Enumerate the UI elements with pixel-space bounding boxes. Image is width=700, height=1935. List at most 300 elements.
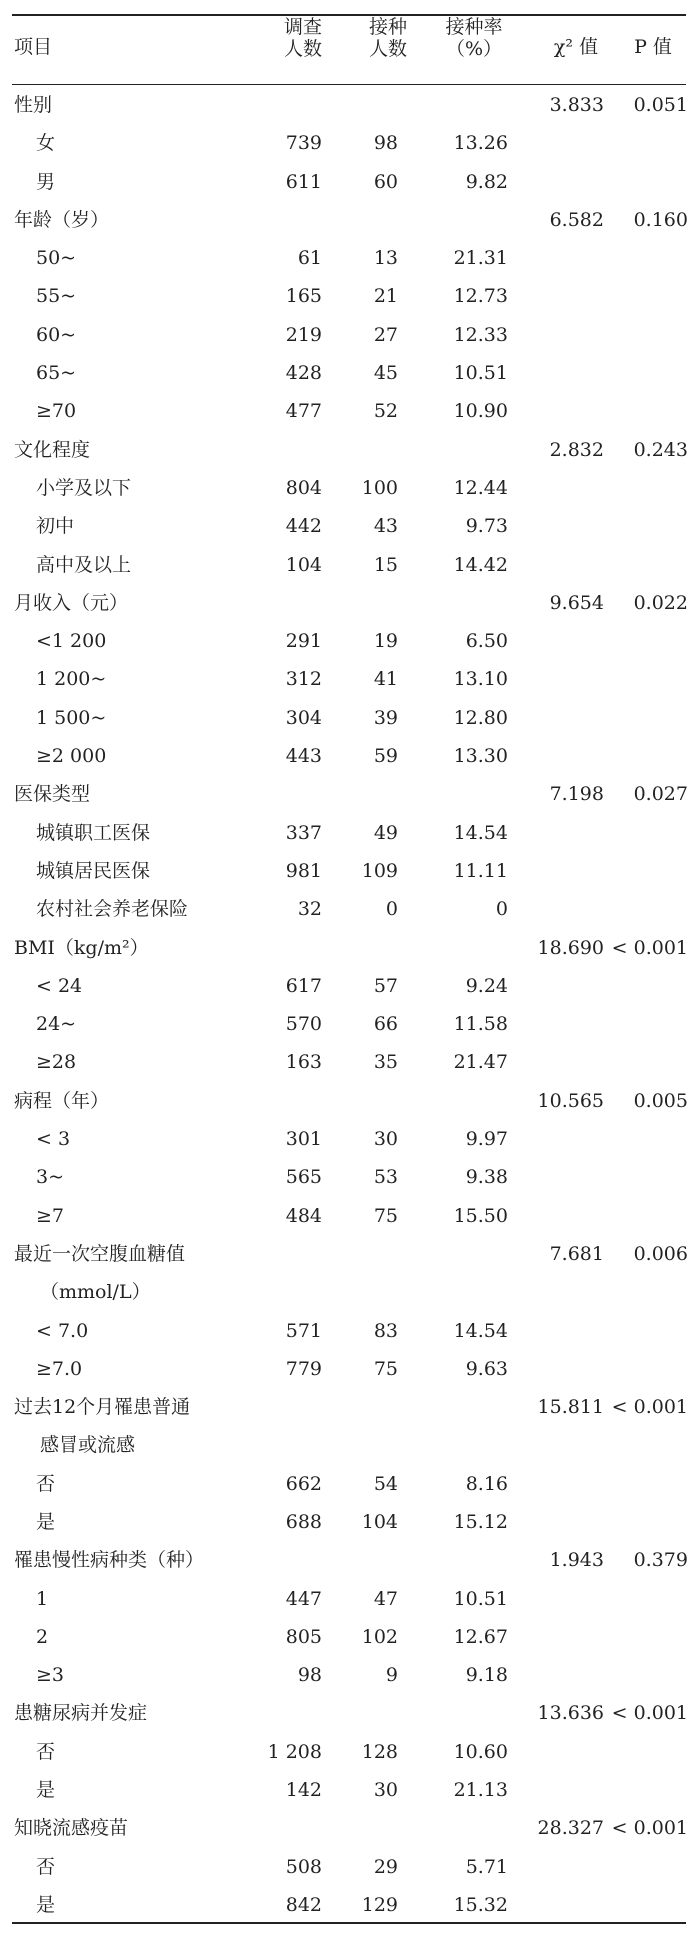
vaccinated-count-cell xyxy=(340,1235,398,1273)
p-value-cell xyxy=(610,1273,688,1311)
chi-square-cell: 18.690 xyxy=(537,936,604,959)
vaccinated-count-cell: 19 xyxy=(373,630,398,653)
chi-square-cell xyxy=(530,967,604,1005)
header-chi-label: χ² 值 xyxy=(553,36,599,58)
survey-count-cell: 739 xyxy=(285,132,322,155)
vaccination-rate-cell xyxy=(430,929,508,967)
survey-count-cell xyxy=(250,1426,322,1464)
p-value-cell: 0.243 xyxy=(633,438,688,461)
header-vaccination-rate xyxy=(430,16,518,60)
vaccination-rate-cell: 12.67 xyxy=(453,1625,508,1648)
vaccination-rate-cell xyxy=(430,775,508,813)
vaccinated-count-cell xyxy=(340,201,398,239)
p-value-cell: 0.006 xyxy=(633,1242,688,1265)
p-value-cell: 0.379 xyxy=(633,1549,688,1572)
table-group-row xyxy=(0,775,700,813)
table-row xyxy=(0,1886,700,1924)
p-value-cell xyxy=(610,507,688,545)
survey-count-cell xyxy=(250,1082,322,1120)
chi-square-cell: 10.565 xyxy=(537,1089,604,1112)
p-value-cell xyxy=(610,1426,688,1464)
table-group-row xyxy=(0,1388,700,1426)
survey-count-cell: 165 xyxy=(285,285,322,308)
vaccinated-count-cell: 129 xyxy=(361,1893,398,1916)
p-value-cell xyxy=(610,699,688,737)
survey-count-cell: 1 208 xyxy=(267,1740,322,1763)
vaccinated-count-cell: 45 xyxy=(373,362,398,385)
row-label: 3~ xyxy=(36,1166,65,1189)
survey-count-cell: 662 xyxy=(285,1472,322,1495)
chi-square-cell xyxy=(530,1465,604,1503)
vaccination-rate-cell: 10.90 xyxy=(453,400,508,423)
vaccinated-count-cell: 83 xyxy=(373,1319,398,1342)
chi-square-cell: 2.832 xyxy=(549,438,604,461)
row-label: 城镇居民医保 xyxy=(36,859,151,882)
vaccination-rate-cell: 15.50 xyxy=(453,1204,508,1227)
table-row xyxy=(0,316,700,354)
row-label: 50~ xyxy=(36,247,77,270)
vaccination-rate-cell: 9.38 xyxy=(465,1166,508,1189)
vaccinated-count-cell: 43 xyxy=(373,515,398,538)
vaccinated-count-cell: 47 xyxy=(373,1587,398,1610)
p-value-cell xyxy=(610,1312,688,1350)
table-row xyxy=(0,1848,700,1886)
survey-count-cell: 571 xyxy=(285,1319,322,1342)
chi-square-cell xyxy=(530,1618,604,1656)
header-item-label: 项目 xyxy=(14,36,53,58)
chi-square-cell xyxy=(530,1197,604,1235)
row-label: 知晓流感疫苗 xyxy=(14,1817,129,1840)
chi-square-cell xyxy=(530,163,604,201)
vaccinated-count-cell xyxy=(340,1388,398,1426)
p-value-cell: 0.027 xyxy=(633,783,688,806)
survey-count-cell: 142 xyxy=(285,1779,322,1802)
chi-square-cell xyxy=(530,316,604,354)
vaccination-rate-cell: 21.47 xyxy=(453,1051,508,1074)
p-value-cell xyxy=(610,852,688,890)
survey-count-cell: 61 xyxy=(297,247,322,270)
table-row xyxy=(0,1426,700,1464)
vaccination-rate-cell: 12.33 xyxy=(453,323,508,346)
row-label: 60~ xyxy=(36,323,77,346)
vaccination-rate-cell: 13.26 xyxy=(453,132,508,155)
table-row xyxy=(0,1580,700,1618)
survey-count-cell xyxy=(250,1694,322,1732)
table-row xyxy=(0,1197,700,1235)
vaccinated-count-cell xyxy=(340,775,398,813)
row-label: 最近一次空腹血糖值 xyxy=(14,1242,186,1265)
vaccinated-count-cell xyxy=(340,929,398,967)
vaccinated-count-cell: 35 xyxy=(373,1051,398,1074)
vaccinated-count-cell: 0 xyxy=(385,898,398,921)
vaccination-rate-cell: 15.32 xyxy=(453,1893,508,1916)
p-value-cell: 0.051 xyxy=(633,94,688,116)
row-label: <1 200 xyxy=(36,630,107,653)
vaccinated-count-cell: 75 xyxy=(373,1204,398,1227)
row-label: 55~ xyxy=(36,285,77,308)
row-label: ≥28 xyxy=(36,1051,77,1074)
table-row xyxy=(0,1465,700,1503)
header-survey-line1: 调查 xyxy=(283,16,322,38)
p-value-cell xyxy=(610,1886,688,1924)
chi-square-cell: 1.943 xyxy=(549,1549,604,1572)
survey-count-cell: 304 xyxy=(285,706,322,729)
row-label: 1 xyxy=(36,1587,49,1610)
chi-square-cell: 6.582 xyxy=(549,208,604,231)
survey-count-cell xyxy=(250,584,322,622)
table-row xyxy=(0,1733,700,1771)
table-row xyxy=(0,1656,700,1694)
vaccination-rate-cell xyxy=(430,1273,508,1311)
p-value-cell: 0.005 xyxy=(633,1089,688,1112)
vaccination-rate-cell xyxy=(430,86,508,124)
vaccinated-count-cell: 53 xyxy=(373,1166,398,1189)
vaccinated-count-cell: 30 xyxy=(373,1779,398,1802)
row-label: 否 xyxy=(36,1472,56,1495)
survey-count-cell xyxy=(250,1388,322,1426)
vaccination-rate-cell xyxy=(430,1694,508,1732)
vaccination-rate-cell xyxy=(430,1388,508,1426)
row-label: < 24 xyxy=(36,974,83,997)
row-label: 女 xyxy=(36,132,56,155)
table-row xyxy=(0,1043,700,1081)
survey-count-cell: 312 xyxy=(285,668,322,691)
p-value-cell: < 0.001 xyxy=(611,1396,688,1419)
survey-count-cell xyxy=(250,201,322,239)
header-p-value xyxy=(618,36,688,58)
vaccinated-count-cell: 39 xyxy=(373,706,398,729)
survey-count-cell xyxy=(250,775,322,813)
vaccinated-count-cell: 27 xyxy=(373,323,398,346)
vaccinated-count-cell: 54 xyxy=(373,1472,398,1495)
vaccination-rate-cell: 21.13 xyxy=(453,1779,508,1802)
vaccinated-count-cell xyxy=(340,1694,398,1732)
header-vacc-line2: 人数 xyxy=(368,38,407,60)
survey-count-cell xyxy=(250,431,322,469)
chi-square-cell: 7.681 xyxy=(549,1242,604,1265)
table-group-row xyxy=(0,1694,700,1732)
table-row xyxy=(0,699,700,737)
table-row xyxy=(0,890,700,928)
vaccination-rate-cell: 14.42 xyxy=(453,553,508,576)
table-row xyxy=(0,1312,700,1350)
row-label: 65~ xyxy=(36,362,77,385)
survey-count-cell: 981 xyxy=(285,859,322,882)
survey-count-cell: 163 xyxy=(285,1051,322,1074)
p-value-cell xyxy=(610,1656,688,1694)
p-value-cell xyxy=(610,1580,688,1618)
header-vaccinated-count xyxy=(353,16,423,60)
table-group-row xyxy=(0,86,700,124)
row-label: 是 xyxy=(36,1779,56,1802)
row-label: 感冒或流感 xyxy=(40,1434,136,1457)
vaccination-rate-cell: 9.82 xyxy=(465,170,508,193)
table-row xyxy=(0,622,700,660)
table-row xyxy=(0,1120,700,1158)
chi-square-cell xyxy=(530,1158,604,1196)
p-value-cell xyxy=(610,1465,688,1503)
survey-count-cell: 301 xyxy=(285,1128,322,1151)
vaccinated-count-cell: 75 xyxy=(373,1357,398,1380)
vaccination-rate-cell: 12.80 xyxy=(453,706,508,729)
row-label: 过去12个月罹患普通 xyxy=(14,1396,191,1419)
vaccinated-count-cell: 57 xyxy=(373,974,398,997)
chi-square-cell xyxy=(530,546,604,584)
vaccination-rate-cell: 5.71 xyxy=(465,1855,508,1878)
table-top-rule xyxy=(12,14,686,16)
survey-count-cell xyxy=(250,86,322,124)
row-label: 性别 xyxy=(14,94,53,116)
vaccinated-count-cell: 21 xyxy=(373,285,398,308)
row-label: 24~ xyxy=(36,1013,77,1036)
p-value-cell xyxy=(610,1848,688,1886)
survey-count-cell: 32 xyxy=(297,898,322,921)
chi-square-cell xyxy=(530,277,604,315)
chi-square-cell xyxy=(530,699,604,737)
p-value-cell: 0.022 xyxy=(633,591,688,614)
vaccinated-count-cell: 98 xyxy=(373,132,398,155)
chi-square-cell xyxy=(530,890,604,928)
survey-count-cell: 447 xyxy=(285,1587,322,1610)
chi-square-cell xyxy=(530,469,604,507)
table-group-row xyxy=(0,1809,700,1847)
row-label: ≥7 xyxy=(36,1204,65,1227)
p-value-cell xyxy=(610,1197,688,1235)
p-value-cell xyxy=(610,163,688,201)
vaccinated-count-cell: 59 xyxy=(373,745,398,768)
chi-square-cell xyxy=(530,1426,604,1464)
chi-square-cell xyxy=(530,622,604,660)
vaccinated-count-cell: 13 xyxy=(373,247,398,270)
header-rate-line2: （%） xyxy=(445,38,503,60)
table-group-row xyxy=(0,1235,700,1273)
row-label: ≥7.0 xyxy=(36,1357,83,1380)
survey-count-cell: 565 xyxy=(285,1166,322,1189)
chi-square-cell: 13.636 xyxy=(537,1702,604,1725)
vaccination-rate-cell xyxy=(430,431,508,469)
row-label: < 3 xyxy=(36,1128,71,1151)
survey-count-cell xyxy=(250,1273,322,1311)
vaccinated-count-cell: 30 xyxy=(373,1128,398,1151)
survey-count-cell: 291 xyxy=(285,630,322,653)
vaccination-rate-cell: 10.51 xyxy=(453,1587,508,1610)
table-row xyxy=(0,1273,700,1311)
vaccinated-count-cell xyxy=(340,1082,398,1120)
table-row xyxy=(0,163,700,201)
p-value-cell xyxy=(610,967,688,1005)
row-label: < 7.0 xyxy=(36,1319,89,1342)
p-value-cell xyxy=(610,1503,688,1541)
p-value-cell xyxy=(610,392,688,430)
row-label: 罹患慢性病种类（种） xyxy=(14,1549,205,1572)
header-bottom-rule xyxy=(12,84,686,85)
table-row xyxy=(0,469,700,507)
vaccinated-count-cell xyxy=(340,584,398,622)
chi-square-cell xyxy=(530,1656,604,1694)
chi-square-cell xyxy=(530,1848,604,1886)
chi-square-cell xyxy=(530,392,604,430)
chi-square-cell xyxy=(530,1312,604,1350)
table-row xyxy=(0,1503,700,1541)
table-row xyxy=(0,277,700,315)
row-label: 否 xyxy=(36,1855,56,1878)
chi-square-cell xyxy=(530,1005,604,1043)
row-label: 病程（年） xyxy=(14,1089,110,1112)
survey-count-cell: 508 xyxy=(285,1855,322,1878)
p-value-cell xyxy=(610,622,688,660)
row-label: 1 500~ xyxy=(36,706,107,729)
vaccination-rate-cell: 13.30 xyxy=(453,745,508,768)
vaccination-rate-cell: 15.12 xyxy=(453,1510,508,1533)
vaccination-rate-cell: 14.54 xyxy=(453,821,508,844)
vaccinated-count-cell: 100 xyxy=(361,476,398,499)
p-value-cell xyxy=(610,1733,688,1771)
chi-square-cell xyxy=(530,1350,604,1388)
row-label: ≥3 xyxy=(36,1664,65,1687)
row-label: 文化程度 xyxy=(14,438,91,461)
header-survey-count xyxy=(268,16,338,60)
vaccination-rate-cell: 6.50 xyxy=(465,630,508,653)
p-value-cell: 0.160 xyxy=(633,208,688,231)
chi-square-cell xyxy=(530,1886,604,1924)
vaccination-rate-cell: 9.73 xyxy=(465,515,508,538)
vaccinated-count-cell: 109 xyxy=(361,859,398,882)
chi-square-cell xyxy=(530,1733,604,1771)
row-label: 否 xyxy=(36,1740,56,1763)
header-item xyxy=(14,36,114,58)
table-row xyxy=(0,1350,700,1388)
vaccination-rate-cell: 11.58 xyxy=(453,1013,508,1036)
p-value-cell xyxy=(610,1350,688,1388)
chi-square-cell xyxy=(530,660,604,698)
survey-count-cell: 570 xyxy=(285,1013,322,1036)
table-row xyxy=(0,239,700,277)
header-chi-square xyxy=(538,36,614,58)
chi-square-cell: 15.811 xyxy=(537,1396,604,1419)
table-row xyxy=(0,814,700,852)
table-group-row xyxy=(0,1082,700,1120)
survey-count-cell: 337 xyxy=(285,821,322,844)
header-vacc-line1: 接种 xyxy=(368,16,407,38)
table-body xyxy=(0,86,700,1924)
vaccinated-count-cell xyxy=(340,1426,398,1464)
vaccination-rate-cell: 21.31 xyxy=(453,247,508,270)
row-label: 月收入（元） xyxy=(14,591,129,614)
vaccination-rate-cell: 14.54 xyxy=(453,1319,508,1342)
table-group-row xyxy=(0,1541,700,1579)
vaccinated-count-cell: 128 xyxy=(361,1740,398,1763)
chi-square-cell xyxy=(530,124,604,162)
chi-square-cell xyxy=(530,814,604,852)
p-value-cell xyxy=(610,814,688,852)
row-label: 是 xyxy=(36,1893,56,1916)
p-value-cell xyxy=(610,1771,688,1809)
chi-square-cell xyxy=(530,239,604,277)
p-value-cell xyxy=(610,1043,688,1081)
table-row xyxy=(0,1005,700,1043)
vaccination-rate-cell xyxy=(430,1809,508,1847)
vaccination-rate-cell xyxy=(430,1426,508,1464)
row-label: 男 xyxy=(36,170,56,193)
table-row xyxy=(0,660,700,698)
chi-square-cell xyxy=(530,1580,604,1618)
vaccination-rate-cell xyxy=(430,1541,508,1579)
chi-square-cell xyxy=(530,1503,604,1541)
row-label: ≥70 xyxy=(36,400,77,423)
row-label: ≥2 000 xyxy=(36,745,107,768)
table-group-row xyxy=(0,201,700,239)
p-value-cell xyxy=(610,546,688,584)
row-label: （mmol/L） xyxy=(40,1281,151,1304)
p-value-cell xyxy=(610,1005,688,1043)
table-group-row xyxy=(0,431,700,469)
survey-count-cell: 98 xyxy=(297,1664,322,1687)
vaccination-rate-cell xyxy=(430,1235,508,1273)
survey-count-cell: 779 xyxy=(285,1357,322,1380)
vaccinated-count-cell xyxy=(340,86,398,124)
chi-square-cell: 28.327 xyxy=(537,1817,604,1840)
p-value-cell xyxy=(610,1618,688,1656)
row-label: 高中及以上 xyxy=(36,553,132,576)
vaccination-rate-cell xyxy=(430,201,508,239)
row-label: 年龄（岁） xyxy=(14,208,110,231)
chi-square-cell xyxy=(530,354,604,392)
table-bottom-rule xyxy=(12,1922,686,1924)
chi-square-cell: 3.833 xyxy=(549,94,604,116)
row-label: 2 xyxy=(36,1625,49,1648)
row-label: 城镇职工医保 xyxy=(36,821,151,844)
survey-count-cell: 611 xyxy=(285,170,322,193)
vaccinated-count-cell xyxy=(340,1809,398,1847)
vaccination-rate-cell: 11.11 xyxy=(453,859,508,882)
p-value-cell xyxy=(610,239,688,277)
table-row xyxy=(0,124,700,162)
header-p-label: P 值 xyxy=(634,36,672,58)
vaccinated-count-cell: 49 xyxy=(373,821,398,844)
survey-count-cell: 805 xyxy=(285,1625,322,1648)
vaccination-rate-cell: 9.24 xyxy=(465,974,508,997)
chi-square-cell xyxy=(530,1273,604,1311)
row-label: 1 200~ xyxy=(36,668,107,691)
survey-count-cell: 428 xyxy=(285,362,322,385)
p-value-cell xyxy=(610,469,688,507)
vaccination-rate-cell xyxy=(430,1082,508,1120)
vaccinated-count-cell: 15 xyxy=(373,553,398,576)
vaccination-rate-cell: 9.63 xyxy=(465,1357,508,1380)
table-row xyxy=(0,546,700,584)
table-group-row xyxy=(0,584,700,622)
survey-count-cell xyxy=(250,1541,322,1579)
table-row xyxy=(0,507,700,545)
vaccinated-count-cell xyxy=(340,1273,398,1311)
survey-count-cell xyxy=(250,929,322,967)
survey-count-cell: 688 xyxy=(285,1510,322,1533)
chi-square-cell: 7.198 xyxy=(549,783,604,806)
table-row xyxy=(0,737,700,775)
survey-count-cell: 104 xyxy=(285,553,322,576)
table-row xyxy=(0,1158,700,1196)
vaccinated-count-cell: 102 xyxy=(361,1625,398,1648)
survey-count-cell xyxy=(250,1809,322,1847)
row-label: 医保类型 xyxy=(14,783,91,806)
p-value-cell xyxy=(610,890,688,928)
chi-square-cell xyxy=(530,737,604,775)
survey-count-cell xyxy=(250,1235,322,1273)
chi-square-cell xyxy=(530,1043,604,1081)
p-value-cell: < 0.001 xyxy=(611,936,688,959)
vaccination-rate-cell xyxy=(430,584,508,622)
p-value-cell xyxy=(610,354,688,392)
